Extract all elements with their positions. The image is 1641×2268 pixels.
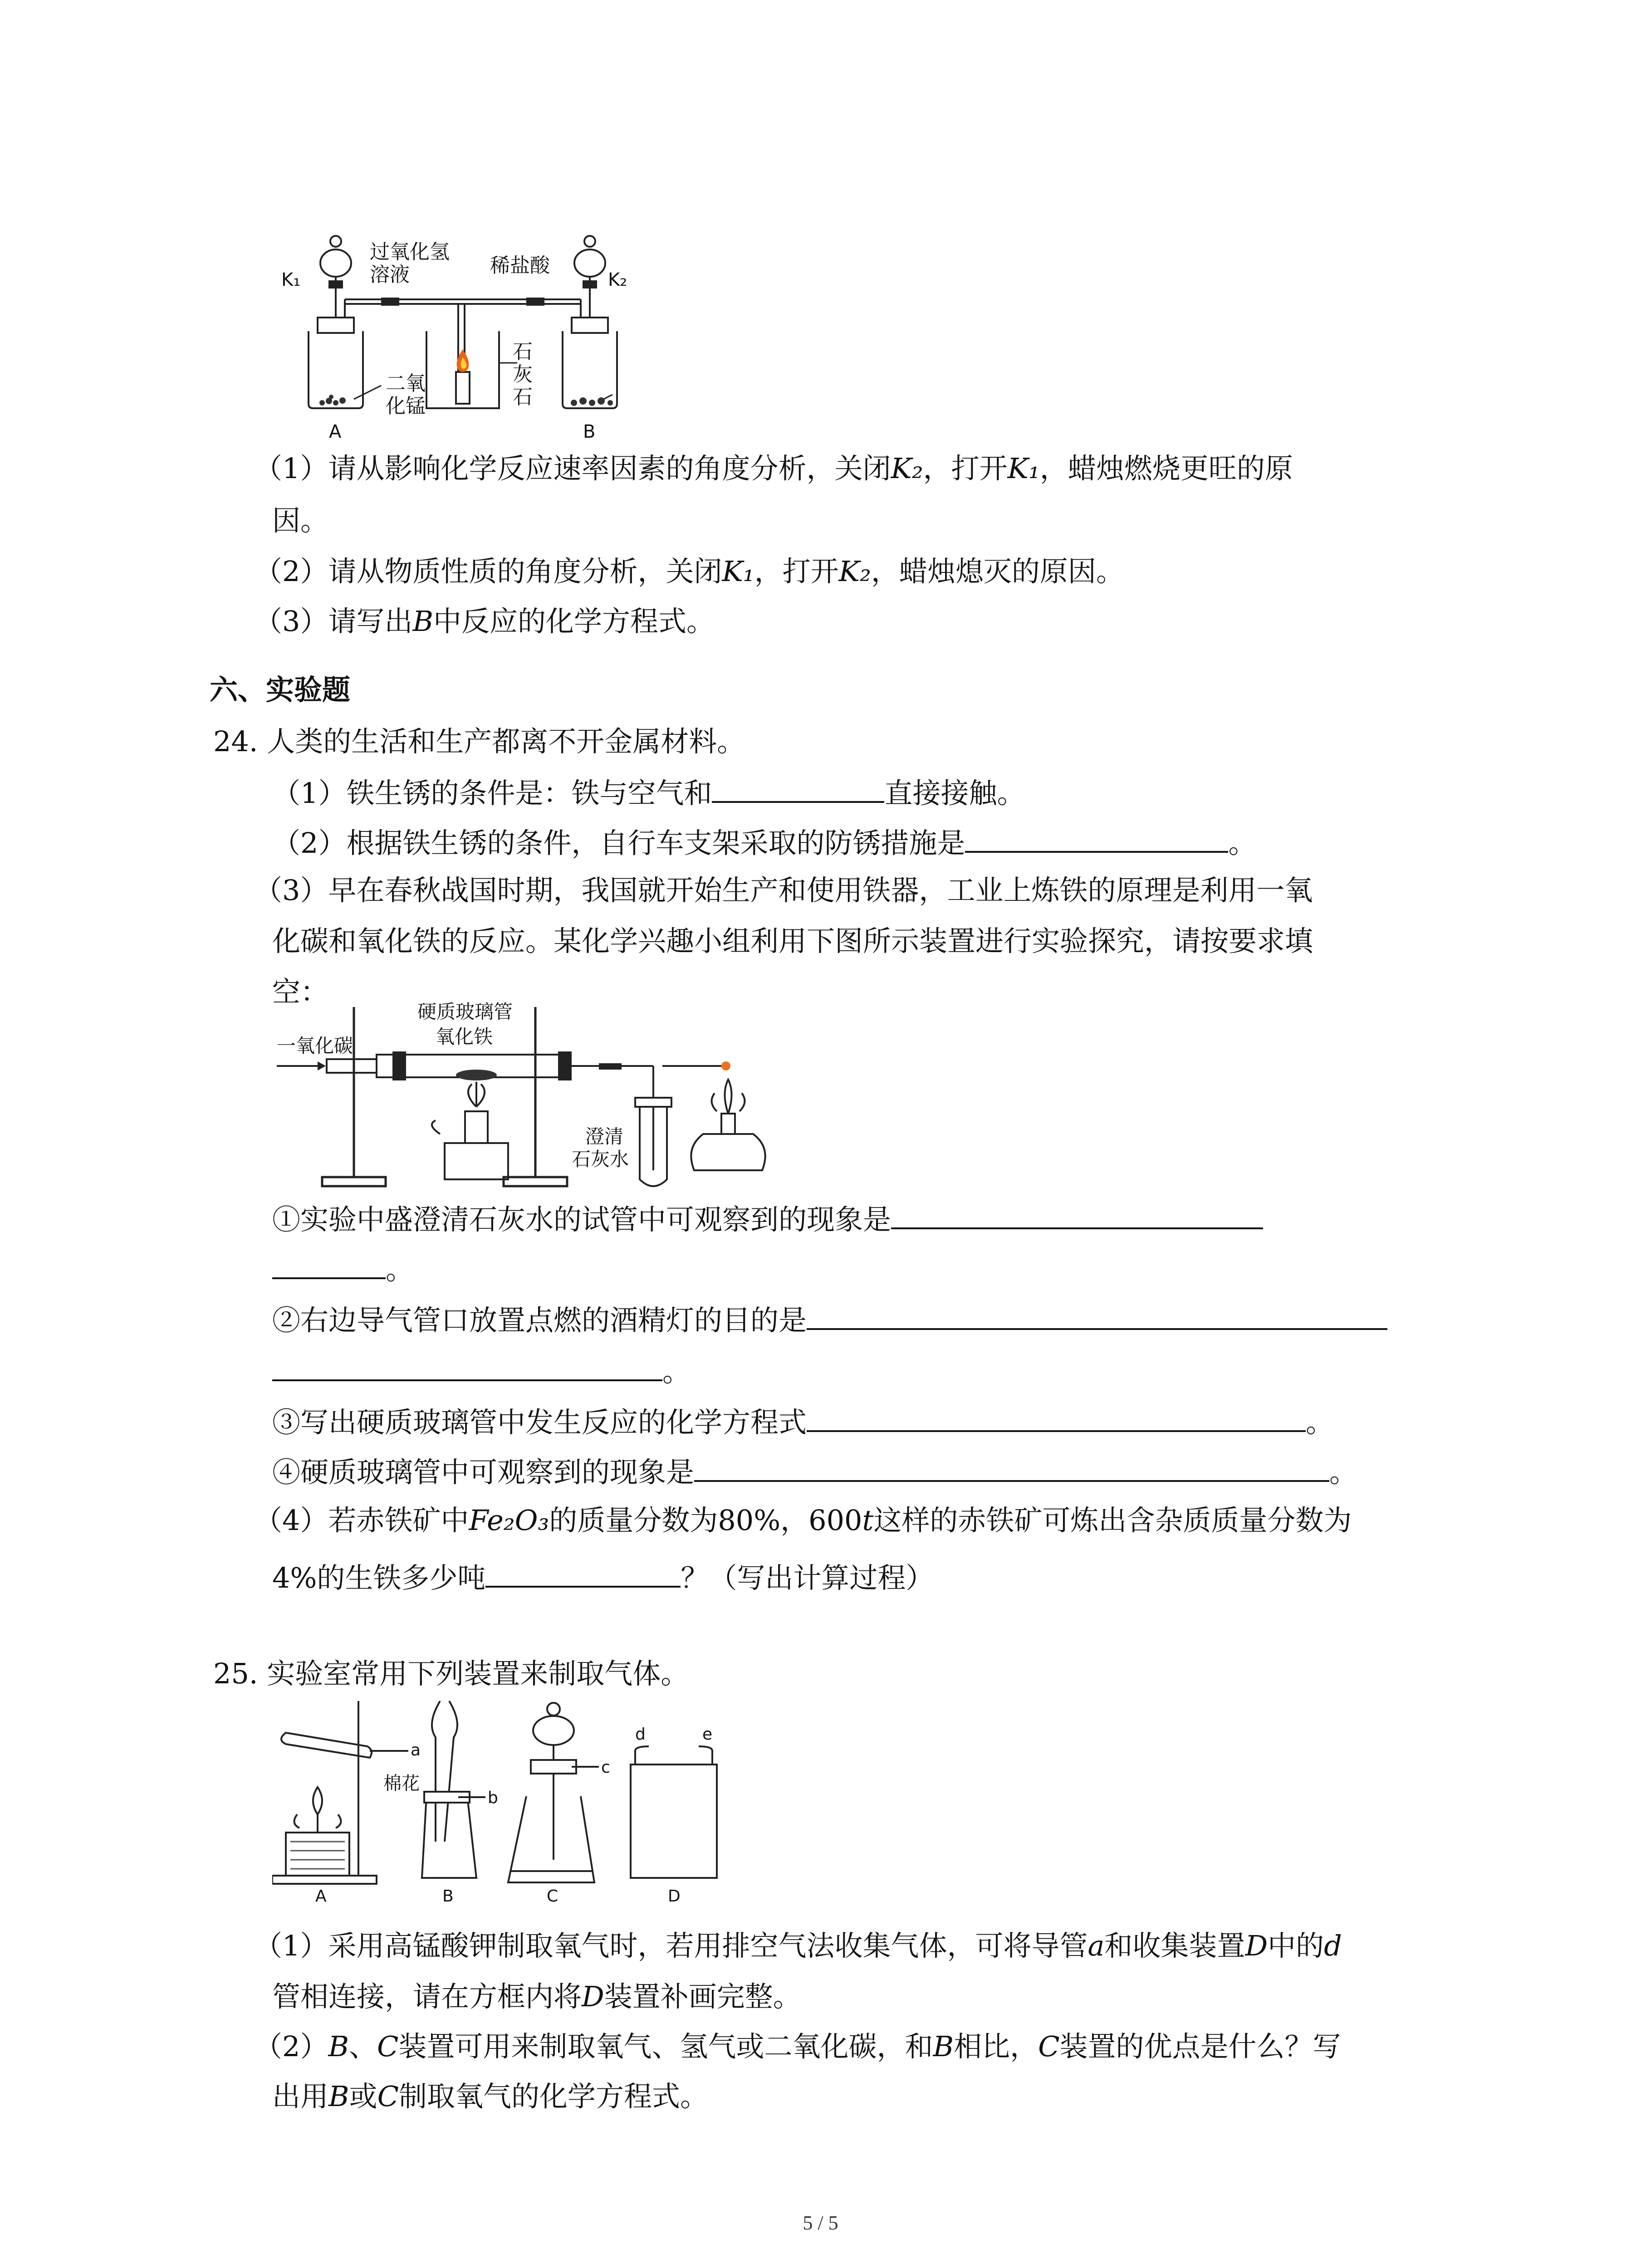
q23-p2-var-k2: K₂ (838, 555, 871, 588)
label-limewater-2: 石灰水 (572, 1148, 629, 1170)
label-solution: 溶液 (370, 263, 410, 286)
q25-p1-var-d: d (1324, 1929, 1342, 1962)
q24-p4-text-b: 的质量分数为80%，600 (549, 1504, 862, 1537)
q23-part1-line1 (254, 448, 1293, 489)
q23-p1-text-a: （1）请从影响化学反应速率因素的角度分析，关闭 (254, 452, 891, 485)
q24-sub4 (272, 1450, 1357, 1493)
q23-p2-text-b: ，打开 (754, 555, 839, 588)
q25-p2-var-C2: C (1038, 2030, 1060, 2063)
q24-p4-text-a: （4）若赤铁矿中 (254, 1504, 469, 1537)
alcohol-lamp-icon (691, 1080, 765, 1170)
q25-p2-text-a: （2） (254, 2030, 328, 2063)
glass-tube-icon (327, 1055, 567, 1077)
q23-p3-var-b: B (412, 605, 434, 638)
q24-p2-text-b: 。 (1228, 826, 1257, 860)
q25-p2-var-C3: C (377, 2080, 399, 2113)
mno2-solid-icon (319, 395, 346, 406)
q24-sub1-cont (272, 1247, 414, 1290)
funnel-a-icon (320, 236, 351, 322)
q25-p2-text-f: 出用 (272, 2080, 329, 2113)
label-c-pipe: c (601, 1758, 610, 1777)
label-b-pipe: b (488, 1789, 498, 1807)
q24-s1-blank-1[interactable] (891, 1198, 1263, 1229)
caption-d: D (668, 1887, 681, 1905)
q24-part3-line2: 化碳和氧化铁的反应。某化学兴趣小组利用下图所示装置进行实验探究，请按要求填 (272, 924, 1313, 958)
q24-sub2 (272, 1298, 1387, 1341)
q24-p2-text-a: （2）根据铁生锈的条件，自行车支架采取的防锈措施是 (272, 826, 965, 860)
q24-s2-blank-2[interactable] (272, 1349, 662, 1381)
q25-p2-text-c: 装置可用来制取氧气、氢气或二氧化碳，和 (398, 2030, 933, 2063)
q24-part3-line3: 空： (272, 975, 329, 1008)
q24-s4-end: 。 (1329, 1456, 1358, 1489)
q25-part1-line2 (272, 1976, 801, 2017)
caption-b: B (442, 1887, 454, 1905)
q24-sub3 (272, 1400, 1334, 1443)
q25-p2-var-B: B (328, 2030, 349, 2063)
caption-a: A (315, 1887, 327, 1905)
q25-p1-text-a: （1）采用高锰酸钾制取氧气时，若用排空气法收集气体，可将导管 (254, 1929, 1088, 1962)
label-a-pipe: a (411, 1741, 421, 1760)
q25-part2-line1 (254, 2026, 1341, 2067)
section-title: 六、实验题 (210, 673, 351, 706)
q23-part1-line2: 因。 (272, 504, 329, 537)
figure-gas-apparatus (272, 1692, 780, 1905)
q24-s3-text: ③写出硬质玻璃管中发生反应的化学方程式 (272, 1406, 807, 1439)
q24-p2-blank[interactable] (965, 821, 1228, 853)
label-h2o2: 过氧化氢 (370, 240, 450, 264)
q24-p4-text-e: ？（写出计算过程） (681, 1561, 934, 1594)
q23-p1-text-c: ，蜡烛燃烧更旺的原 (1039, 452, 1293, 485)
q24-p1-text-a: （1）铁生锈的条件是：铁与空气和 (272, 777, 712, 810)
q23-p3-text-c: 中反应的化学方程式。 (433, 605, 715, 638)
figure-co-reduction (272, 998, 785, 1198)
q25-stem: 25. 实验室常用下列装置来制取气体。 (213, 1657, 689, 1690)
q25-p1-text-d: 管相连接，请在方框内将 (272, 1980, 582, 2013)
q24-p4-formula: Fe₂O₃ (469, 1504, 549, 1537)
q24-stem: 24. 人类的生活和生产都离不开金属材料。 (213, 725, 745, 758)
q24-s1-blank-2[interactable] (272, 1247, 386, 1279)
q25-p2-text-g: 或 (349, 2080, 377, 2113)
clip-k1-icon (381, 298, 399, 306)
iron-oxide-icon (456, 1070, 497, 1080)
q25-p1-text-c: 中的 (1268, 1929, 1324, 1962)
label-fe2o3: 氧化铁 (436, 1026, 493, 1048)
q23-p2-var-k1: K₁ (722, 555, 754, 588)
q23-p2-text-c: ，蜡烛熄灭的原因。 (871, 555, 1124, 588)
q23-part2 (254, 551, 1124, 592)
q24-p1-text-b: 直接接触。 (884, 777, 1025, 810)
figure-gas-generators (272, 213, 681, 449)
q24-p1-blank[interactable] (712, 771, 884, 803)
q24-p4-var-t: t (862, 1504, 874, 1537)
label-cotton: 棉花 (383, 1773, 420, 1794)
q23-p2-text-a: （2）请从物质性质的角度分析，关闭 (254, 555, 722, 588)
outlet-flame-icon (721, 1061, 730, 1070)
q24-part3-line1: （3）早在春秋战国时期，我国就开始生产和使用铁器，工业上炼铁的原理是利用一氧 (254, 874, 1313, 907)
q24-part4-line2 (272, 1556, 934, 1598)
q25-p2-text-e: 装置的优点是什么？写 (1059, 2030, 1341, 2063)
q24-part2 (272, 821, 1256, 864)
label-limewater-1: 澄清 (585, 1125, 624, 1148)
q25-p1-var-a: a (1087, 1929, 1105, 1962)
q25-p2-var-B2: B (933, 2030, 954, 2063)
q24-s1-text: ①实验中盛澄清石灰水的试管中可观察到的现象是 (272, 1203, 892, 1236)
q24-s4-text: ④硬质玻璃管中可观察到的现象是 (272, 1456, 695, 1489)
label-k2: K₂ (608, 269, 627, 290)
label-e-pipe: e (702, 1725, 713, 1744)
label-b: B (583, 421, 596, 442)
q25-p2-var-B3: B (328, 2080, 349, 2113)
label-tube: 硬质玻璃管 (417, 1001, 513, 1023)
label-d-pipe: d (635, 1725, 646, 1744)
label-limestone-2: 灰 (513, 363, 533, 386)
q25-p2-text-d: 相比， (954, 2030, 1038, 2063)
q24-sub2-cont (272, 1349, 691, 1392)
q25-p2-text-h: 制取氧气的化学方程式。 (399, 2080, 709, 2113)
burner-icon (432, 1082, 508, 1179)
q24-s1-end: 。 (386, 1253, 414, 1286)
q24-part1 (272, 771, 1025, 814)
q25-part2-line2 (272, 2076, 708, 2117)
q24-s2-text: ②右边导气管口放置点燃的酒精灯的目的是 (272, 1304, 807, 1337)
q23-p3-text-a: （3）请写出 (254, 605, 413, 638)
q25-p1-text-b: 和收集装置 (1104, 1929, 1245, 1962)
funnel-b-icon (574, 236, 605, 322)
q25-p1-var-D2: D (582, 1980, 604, 2013)
q24-s2-blank-1[interactable] (807, 1298, 1387, 1330)
q24-p4-text-d: 4%的生铁多少吨 (272, 1561, 486, 1594)
q24-part4-line1 (254, 1500, 1352, 1541)
q24-s3-end: 。 (1306, 1406, 1334, 1439)
apparatus-c-icon (508, 1703, 599, 1882)
q24-s3-blank[interactable] (807, 1400, 1306, 1432)
label-co: 一氧化碳 (277, 1035, 353, 1057)
q24-s2-end: 。 (662, 1355, 691, 1388)
q23-p1-var-k1: K₁ (1007, 452, 1040, 485)
apparatus-b-icon (422, 1701, 485, 1878)
label-limestone-3: 石 (513, 386, 533, 409)
apparatus-d-icon (631, 1746, 717, 1878)
label-hcl: 稀盐酸 (490, 254, 550, 277)
page-number: 5 / 5 (803, 2212, 838, 2234)
clip-k2-icon (526, 298, 544, 306)
limestone-solid-icon (571, 397, 613, 406)
label-mno2-1: 二氧 (386, 372, 426, 395)
label-limestone-1: 石 (513, 340, 533, 363)
q24-s4-blank[interactable] (694, 1450, 1329, 1482)
label-k1: K₁ (281, 269, 301, 290)
q24-p4-text-c: 这样的赤铁矿可炼出含杂质质量分数为 (873, 1504, 1352, 1537)
q24-p4-blank[interactable] (485, 1556, 681, 1588)
q25-p1-text-e: 装置补画完整。 (604, 1980, 801, 2013)
q23-part3 (254, 601, 715, 642)
q25-p2-var-C: C (377, 2030, 399, 2063)
q23-p1-text-b: ，打开 (923, 452, 1008, 485)
label-mno2-2: 化锰 (386, 395, 426, 418)
label-a: A (329, 421, 342, 442)
q25-p2-text-b: 、 (349, 2030, 377, 2063)
caption-c: C (547, 1887, 558, 1905)
q23-p1-var-k2: K₂ (891, 452, 923, 485)
q24-sub1 (272, 1198, 1263, 1240)
q25-p1-var-D: D (1245, 1929, 1268, 1962)
q25-part1-line1 (254, 1926, 1342, 1966)
